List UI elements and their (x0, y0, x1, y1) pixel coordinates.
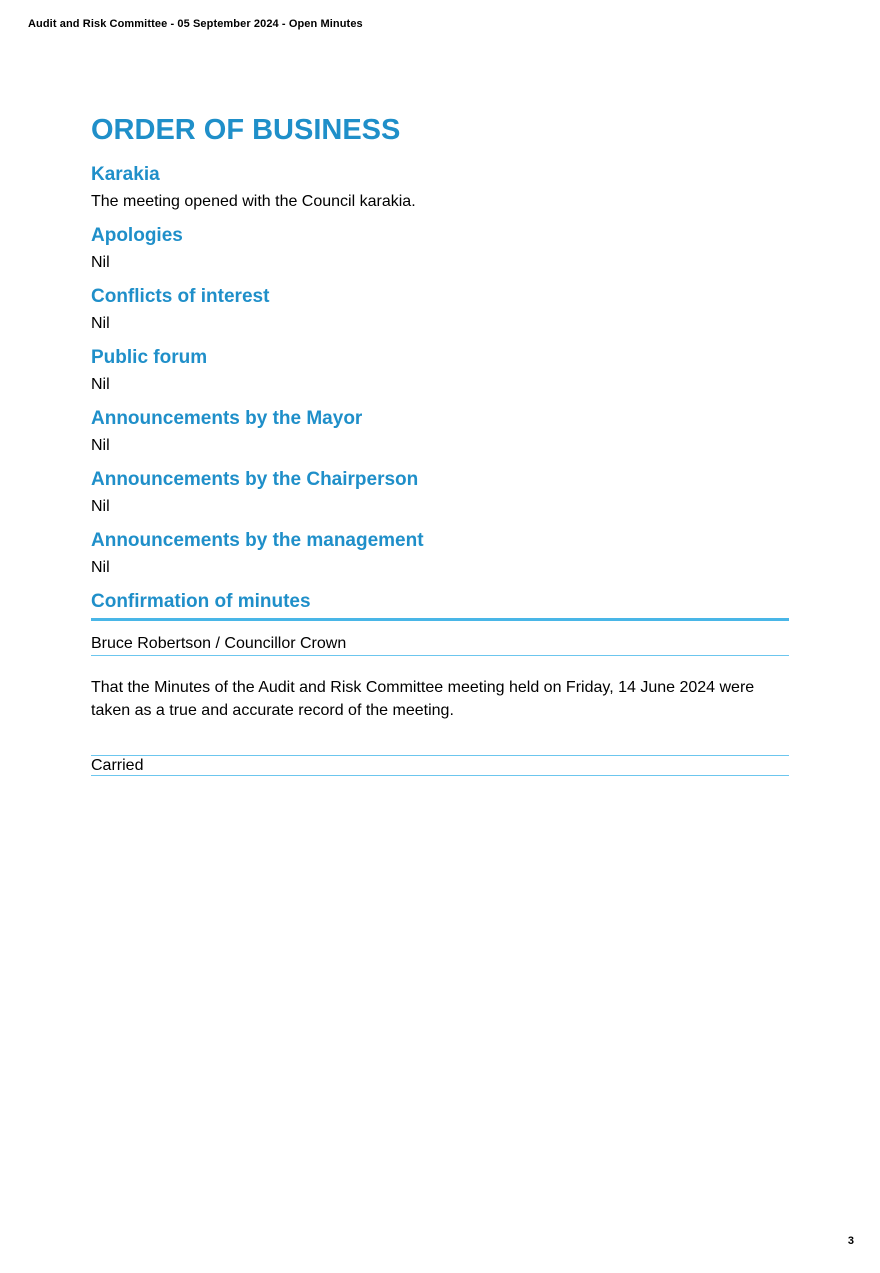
running-header: Audit and Risk Committee - 05 September 2024 - Open Minutes (28, 18, 363, 30)
section-heading: Announcements by the Mayor (91, 408, 363, 429)
document-body (91, 110, 789, 776)
section-body: Nil (91, 254, 110, 271)
section-conflicts-of-interest (91, 285, 789, 335)
section-body: Nil (91, 376, 110, 393)
section-body: The meeting opened with the Council karakia. (91, 193, 416, 210)
section-body: Nil (91, 559, 110, 576)
page-title: ORDER OF BUSINESS (91, 114, 401, 146)
resolution-text: That the Minutes of the Audit and Risk Committee meeting held on Friday, 14 June 2024 were taken as a true and accurate record of the meeting. (91, 679, 755, 719)
section-heading: Announcements by the management (91, 530, 424, 551)
section-body: Nil (91, 498, 110, 515)
section-heading: Conflicts of interest (91, 286, 270, 307)
section-heading: Public forum (91, 347, 208, 368)
page-number: 3 (847, 1235, 854, 1247)
section-announcements-management (91, 529, 789, 579)
resolution-outcome: Carried (91, 755, 789, 776)
movers-line: Bruce Robertson / Councillor Crown (91, 621, 789, 656)
section-confirmation-of-minutes (91, 590, 789, 776)
section-heading: Apologies (91, 225, 183, 246)
section-karakia (91, 163, 789, 213)
section-heading: Karakia (91, 164, 160, 185)
section-announcements-chairperson (91, 468, 789, 518)
section-announcements-mayor (91, 407, 789, 457)
section-apologies (91, 224, 789, 274)
section-heading: Confirmation of minutes (91, 591, 311, 612)
section-heading: Announcements by the Chairperson (91, 469, 419, 490)
section-public-forum (91, 346, 789, 396)
section-body: Nil (91, 315, 110, 332)
section-body: Nil (91, 437, 110, 454)
